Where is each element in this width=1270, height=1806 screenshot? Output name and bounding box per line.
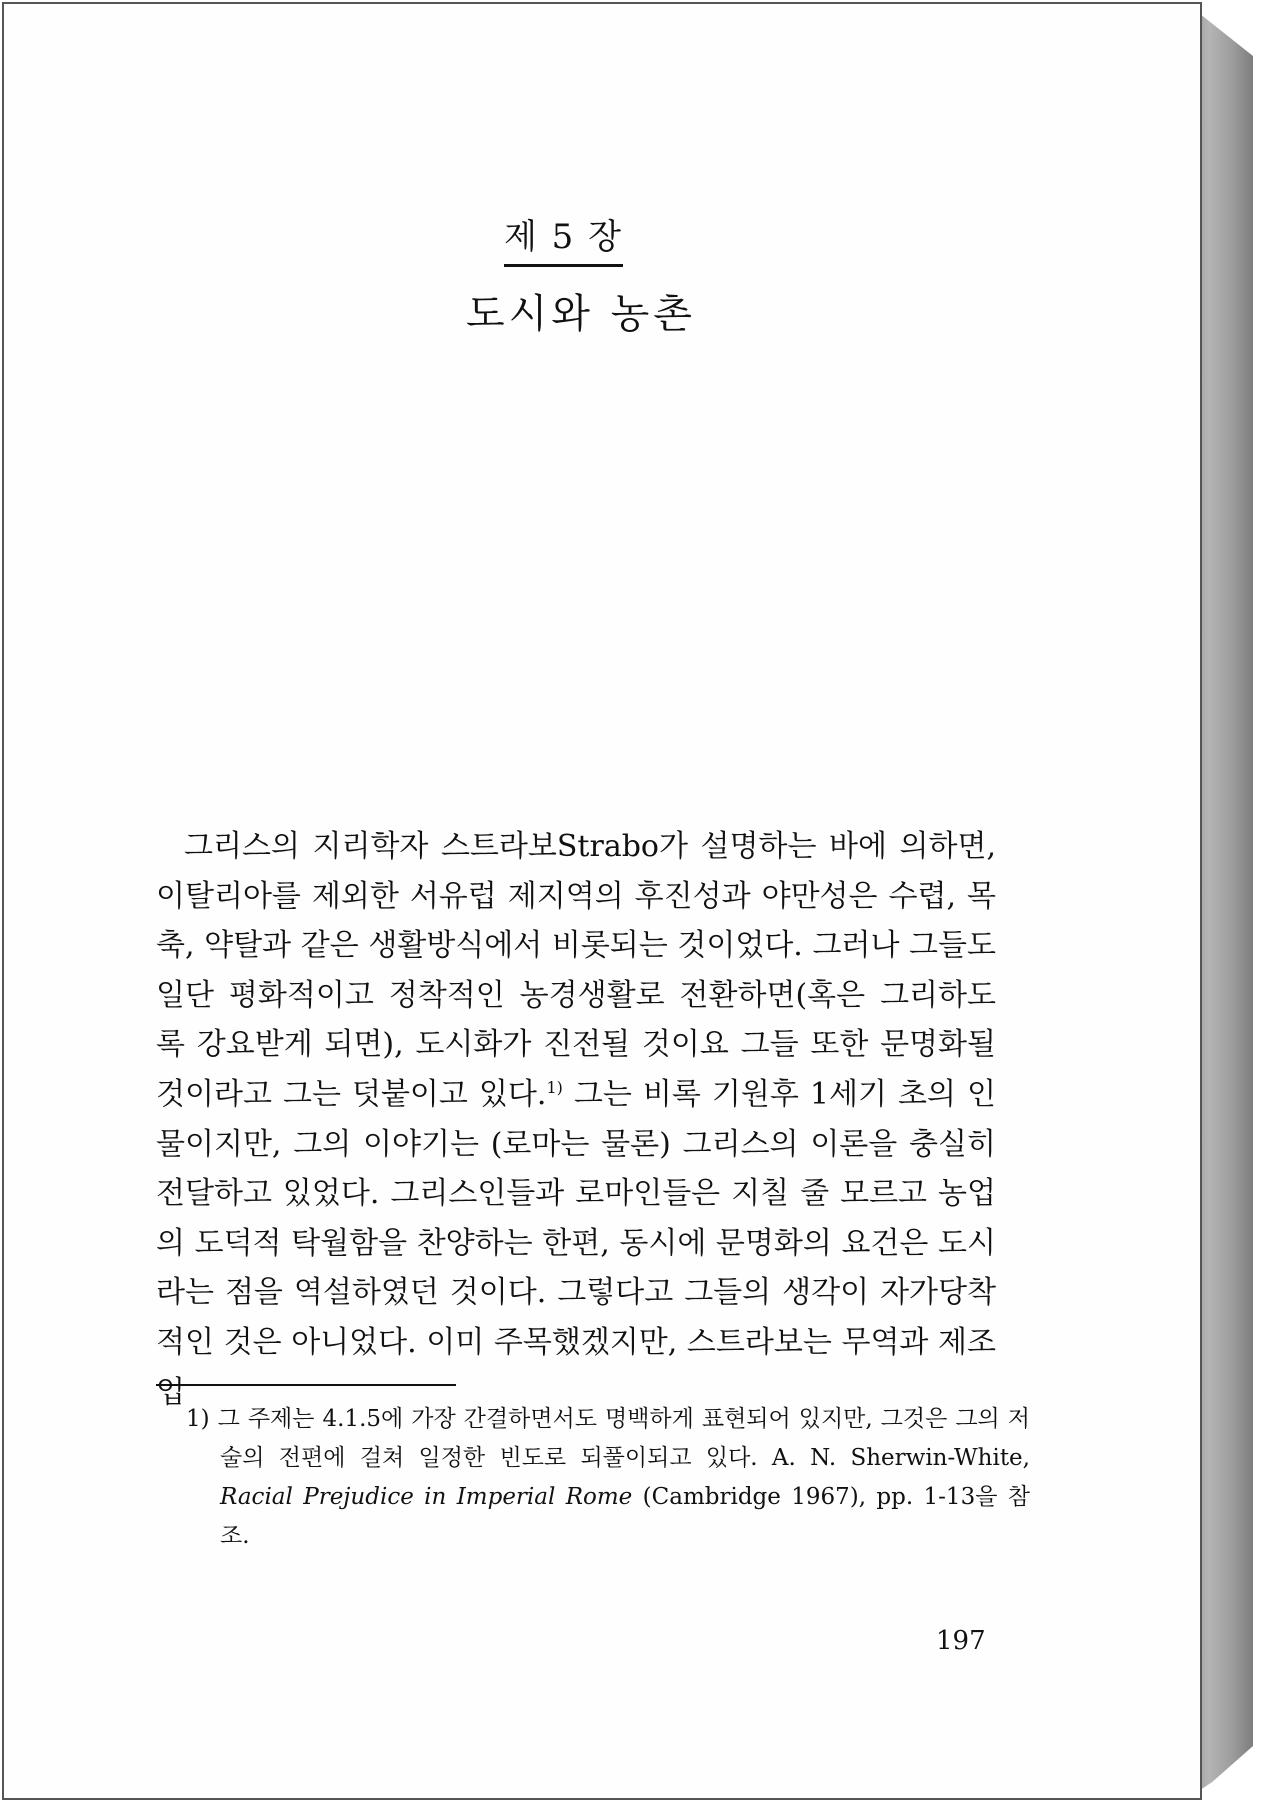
body-paragraph [156,822,996,1417]
footnote [186,1400,1030,1556]
footnote-marker: 1) [186,1406,210,1432]
footnote-text-2: (Cambridge 1967), pp. 1-13을 참조. [220,1484,1030,1549]
footnote-text-1: 그 주제는 4.1.5에 가장 간결하면서도 명백하게 표현되어 있지만, 그것은 그의 저술의 전편에 걸쳐 일정한 빈도로 되풀이되고 있다. A. N. Sherwin-White, [209,1406,1030,1471]
book-page [2,2,1202,1800]
footnote-reference: 1) [546,1077,563,1097]
footnote-divider [156,1384,456,1386]
body-text-part-1: 그리스의 지리학자 스트라보Strabo가 설명하는 바에 의하면, 이탈리아를 제외한 서유럽 제지역의 후진성과 야만성은 수렵, 목축, 약탈과 같은 생활방식에서 비롯되는 것이었다. 그러나 그들도 일단 평화적이고 정착적인 농경생활로 전환하면(혹은 그리하도록 강요받게 되면), 도시화가 진전될 것이요 그들 또한 문명화될 것이라고 그는 덧붙이고 있다. [156,829,996,1112]
footnote-book-title: Racial Prejudice in Imperial Rome [220,1484,633,1510]
page-number: 197 [936,1626,986,1656]
chapter-title: 도시와 농촌 [466,291,696,337]
chapter-number: 제 5 장 [504,209,623,267]
body-text-part-2: 그는 비록 기원후 1세기 초의 인물이지만, 그의 이야기는 (로마는 물론) 그리스의 이론을 충실히 전달하고 있었다. 그리스인들과 로마인들은 지칠 줄 모르고 농업의 도덕적 탁월함을 찬양하는 한편, 동시에 문명화의 요건은 도시라는 점을 역설하였던 것이다. 그렇다고 그들의 생각이 자가당착적인 것은 아니었다. 이미 주목했겠지만, 스트라보는 무역과 제조업 [156,1076,996,1410]
